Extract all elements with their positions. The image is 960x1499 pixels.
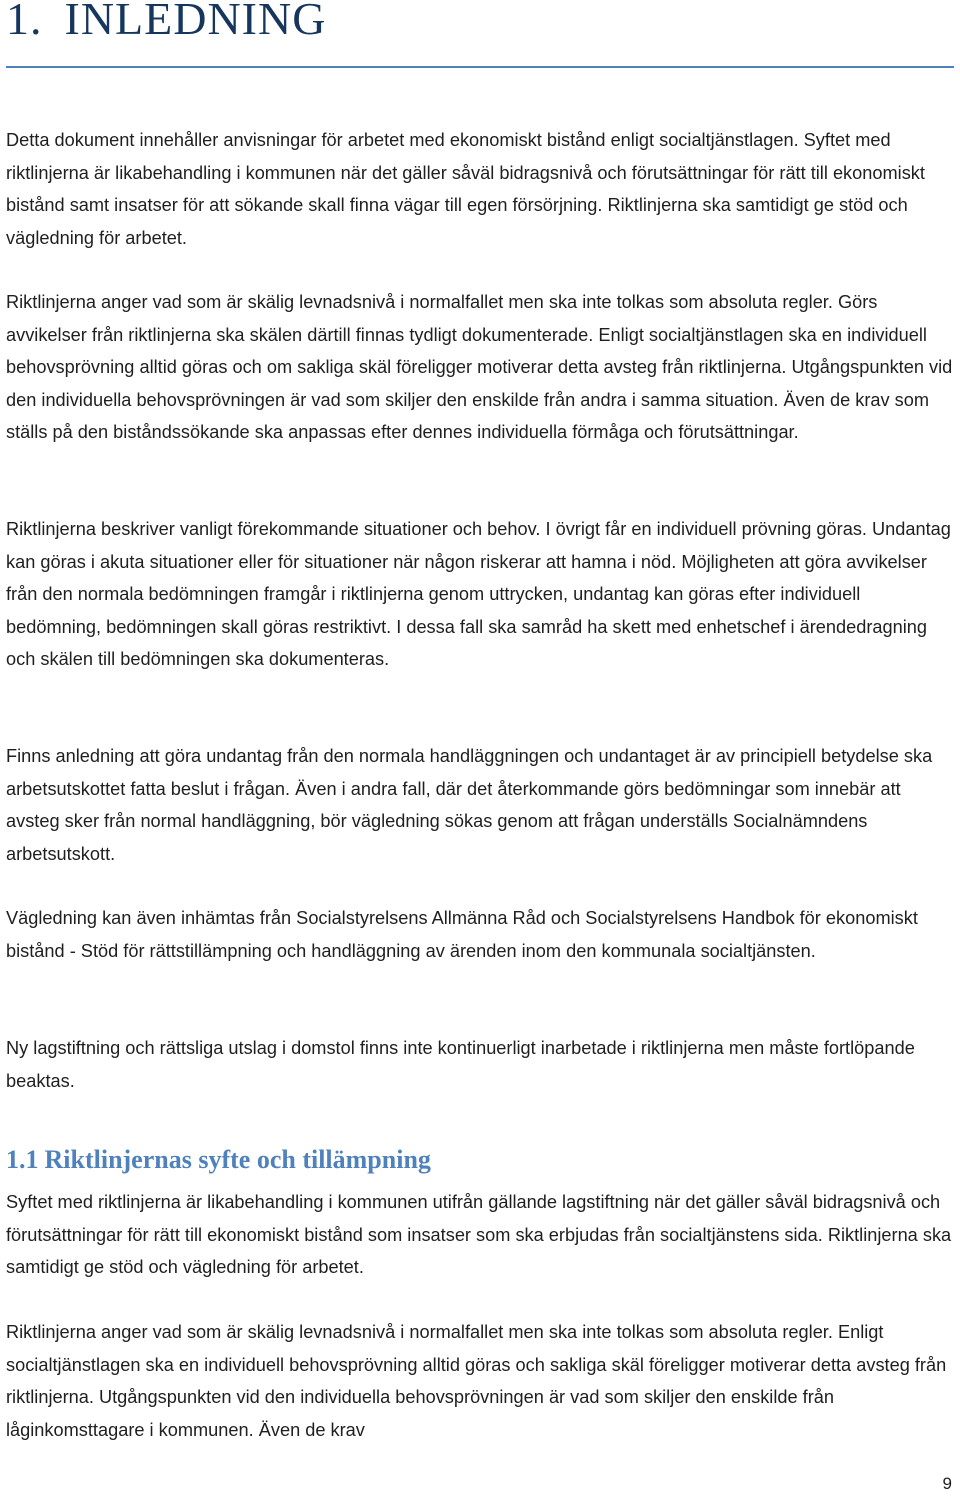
section-paragraph-2: Riktlinjerna anger vad som är skälig levnadsnivå i normalfallet men ska inte tolkas som absoluta regler. Enligt socialtjänstlagen ska en individuell behovsprövning alltid göras och sakliga skäl föreligger motiverar detta avsteg från riktlinjerna. Utgångspunkten vid den individuella behovsprövningen är vad som skiljer den enskilde från låginkomsttagare i kommunen. Även de krav <box>6 1322 947 1440</box>
section-title: Riktlinjernas syfte och tillämpning <box>44 1145 431 1174</box>
intro-paragraph-6: Ny lagstiftning och rättsliga utslag i domstol finns inte kontinuerligt inarbetade i riktlinjerna men måste fortlöpande beaktas. <box>6 1038 915 1091</box>
intro-paragraph-2: Riktlinjerna anger vad som är skälig levnadsnivå i normalfallet men ska inte tolkas som absoluta regler. Görs avvikelser från riktlinjerna ska skälen därtill finnas tydligt dokumenterade. Enligt socialtjänstlagen ska en individuell behovsprövning alltid göras och om sakliga skäl föreligger motiverar detta avsteg från riktlinjerna. Utgångspunkten vid den individuella behovsprövningen är vad som skiljer den enskilde från andra i samma situation. Även de krav som ställs på den biståndssökande ska anpassas efter dennes individuella förmåga och förutsättningar. <box>6 292 953 443</box>
page-number: 9 <box>942 1474 952 1493</box>
chapter-title: INLEDNING <box>64 0 327 44</box>
intro-paragraph-1: Detta dokument innehåller anvisningar för arbetet med ekonomiskt bistånd enligt socialtjänstlagen. Syftet med riktlinjerna är likabehandling i kommunen när det gäller såväl bidragsnivå och förutsättningar för rätt till ekonomiskt bistånd samt insatser för att sökande skall finna vägar till egen försörjning. Riktlinjerna ska samtidigt ge stöd och vägledning för arbetet. <box>6 130 925 248</box>
section-heading <box>6 1145 431 1175</box>
intro-paragraph-3: Riktlinjerna beskriver vanligt förekommande situationer och behov. I övrigt får en individuell prövning göras. Undantag kan göras i akuta situationer eller för situationer när någon riskerar att hamna i nöd. Möjligheten att göra avvikelser från den normala bedömningen framgår i riktlinjerna genom uttrycken, undantag kan göras efter individuell bedömning, bedömningen skall göras restriktivt. I dessa fall ska samråd ha skett med enhetschef i ärendedragning och skälen till bedömningen ska dokumenteras. <box>6 519 951 670</box>
intro-paragraph-5: Vägledning kan även inhämtas från Socialstyrelsens Allmänna Råd och Socialstyrelsens Handbok för ekonomiskt bistånd - Stöd för rättstillämpning och handläggning av ärenden inom den kommunala socialtjänsten. <box>6 908 918 961</box>
section-paragraph-1: Syftet med riktlinjerna är likabehandling i kommunen utifrån gällande lagstiftning när det gäller såväl bidragsnivå och förutsättningar för rätt till ekonomiskt bistånd som insatser som ska erbjudas från socialtjänstens sida. Riktlinjerna ska samtidigt ge stöd och vägledning för arbetet. <box>6 1192 952 1278</box>
section-number: 1.1 <box>6 1145 39 1174</box>
heading-underline <box>6 66 954 68</box>
chapter-number: 1. <box>6 0 43 44</box>
intro-paragraph-4: Finns anledning att göra undantag från den normala handläggningen och undantaget är av principiell betydelse ska arbetsutskottet fatta beslut i frågan. Även i andra fall, där det återkommande görs bedömningar som innebär att avsteg sker från normal handläggning, bör vägledning sökas genom att frågan underställs Socialnämndens arbetsutskott. <box>6 746 933 864</box>
chapter-heading <box>6 0 326 45</box>
